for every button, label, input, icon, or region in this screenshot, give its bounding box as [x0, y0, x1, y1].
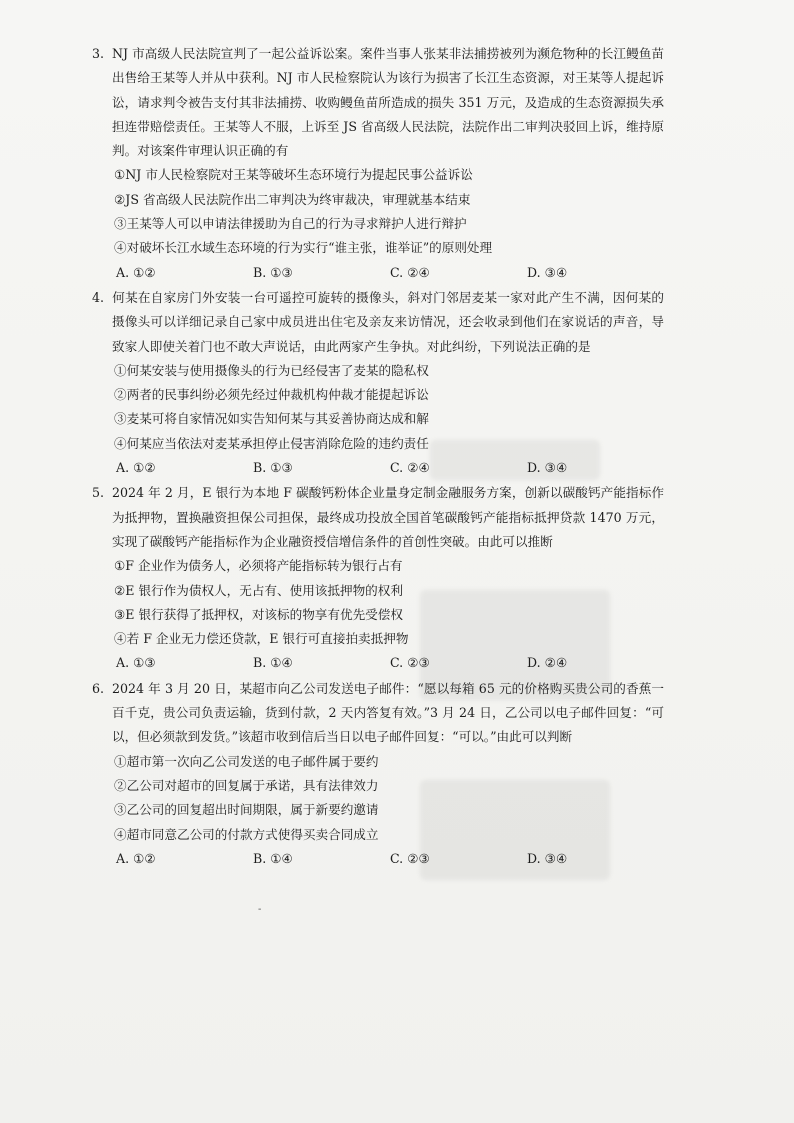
answer-choices	[92, 651, 664, 675]
choice-c: C. ②④	[390, 460, 430, 476]
choice-b: B. ①③	[253, 460, 293, 476]
question-number: 5.	[92, 485, 105, 501]
question-4	[92, 286, 664, 480]
option-statement: ③E 银行获得了抵押权，对该标的物享有优先受偿权	[114, 606, 403, 622]
question-text: 2024 年 2 月，E 银行为本地 F 碳酸钙粉体企业量身定制金融服务方案，创新以碳酸钙产能指标作为抵押物，置换融资担保公司担保，最终成功投放全国首笔碳酸钙产能指标抵押贷款 1470 万元，实现了碳酸钙产能指标作为企业融资授信增信条件的首创性突破。由此可以推断	[112, 485, 664, 549]
choice-a: A. ①②	[116, 264, 156, 280]
option-statement: ①超市第一次向乙公司发送的电子邮件属于要约	[114, 753, 379, 769]
answer-choices	[92, 456, 664, 480]
choice-a: A. ①②	[116, 460, 156, 476]
option-statement: ③王某等人可以申请法律援助为自己的行为寻求辩护人进行辩护	[114, 216, 467, 232]
choice-d: D. ③④	[527, 850, 568, 866]
choice-d: D. ③④	[527, 460, 568, 476]
question-text: 何某在自家房门外安装一台可遥控可旋转的摄像头，斜对门邻居麦某一家对此产生不满，因何某的摄像头可以详细记录自己家中成员进出住宅及亲友来访情况，还会收录到他们在家说话的声音，导致家人即使关着门也不敢大声说话，由此两家产生争执。对此纠纷，下列说法正确的是	[112, 289, 664, 354]
question-number: 3.	[92, 46, 105, 61]
choice-c: C. ②④	[390, 264, 430, 280]
question-stem	[92, 481, 664, 554]
question-text: 2024 年 3 月 20 日，某超市向乙公司发送电子邮件：“愿以每箱 65 元的价格购买贵公司的香蕉一百千克，贵公司负责运输，货到付款，2 天内答复有效。”3 月 24 日，乙公司以电子邮件回复：“可以，但必须款到发货。”该超市收到信后当日以电子邮件回复：“可以。”由此可以判断	[112, 680, 664, 745]
question-6	[92, 677, 664, 871]
question-number: 4.	[92, 289, 105, 305]
option-statement: ①F 企业作为债务人，必须将产能指标转为银行占有	[114, 558, 403, 574]
question-stem	[92, 286, 664, 359]
option-statement: ②E 银行作为债权人，无占有、使用该抵押物的权利	[114, 582, 403, 598]
page-footer-mark: -	[258, 904, 262, 915]
answer-choices	[92, 847, 664, 871]
question-3	[92, 42, 664, 285]
question-5	[92, 481, 664, 675]
option-statement: ③麦某可将自家情况如实告知何某与其妥善协商达成和解	[114, 411, 429, 427]
choice-a: A. ①②	[116, 850, 156, 866]
choice-d: D. ③④	[527, 264, 568, 280]
question-list	[92, 42, 664, 872]
option-statement: ②乙公司对超市的回复属于承诺，具有法律效力	[114, 777, 379, 793]
option-statement: ②JS 省高级人民法院作出二审判决为终审裁决，审理就基本结束	[114, 191, 471, 207]
option-statement: ①何某安装与使用摄像头的行为已经侵害了麦某的隐私权	[114, 362, 429, 378]
option-statement: ①NJ 市人民检察院对王某等破坏生态环境行为提起民事公益诉讼	[114, 167, 473, 183]
option-statement: ②两者的民事纠纷必须先经过仲裁机构仲裁才能提起诉讼	[114, 387, 429, 403]
question-text: NJ 市高级人民法院宣判了一起公益诉讼案。案件当事人张某非法捕捞被列为濒危物种的长江鳗鱼苗出售给王某等人并从中获利。NJ 市人民检察院认为该行为损害了长江生态资源，对王某等人提起诉讼，请求判令被告支付其非法捕捞、收购鳗鱼苗所造成的损失 351 万元，及造成的生态资源损失承担连带赔偿责任。王某等人不服，上诉至 JS 省高级人民法院，法院作出二审判决驳回上诉，维持原判。对该案件审理认识正确的有	[112, 46, 664, 159]
question-number: 6.	[92, 680, 105, 696]
choice-a: A. ①③	[116, 655, 156, 671]
option-statement: ④何某应当依法对麦某承担停止侵害消除危险的违约责任	[114, 435, 429, 451]
question-stem	[92, 677, 664, 750]
option-statement: ④若 F 企业无力偿还贷款，E 银行可直接拍卖抵押物	[114, 631, 409, 647]
option-statement: ③乙公司的回复超出时间期限，属于新要约邀请	[114, 802, 379, 818]
choice-c: C. ②③	[390, 850, 430, 866]
option-statement: ④对破坏长江水域生态环境的行为实行“谁主张，谁举证”的原则处理	[114, 240, 493, 256]
choice-c: C. ②③	[390, 655, 430, 671]
choice-b: B. ①③	[253, 264, 293, 280]
answer-choices	[92, 261, 664, 285]
option-statement: ④超市同意乙公司的付款方式使得买卖合同成立	[114, 826, 379, 842]
choice-b: B. ①④	[253, 850, 293, 866]
choice-d: D. ②④	[527, 655, 568, 671]
question-stem	[92, 42, 664, 163]
choice-b: B. ①④	[253, 655, 293, 671]
